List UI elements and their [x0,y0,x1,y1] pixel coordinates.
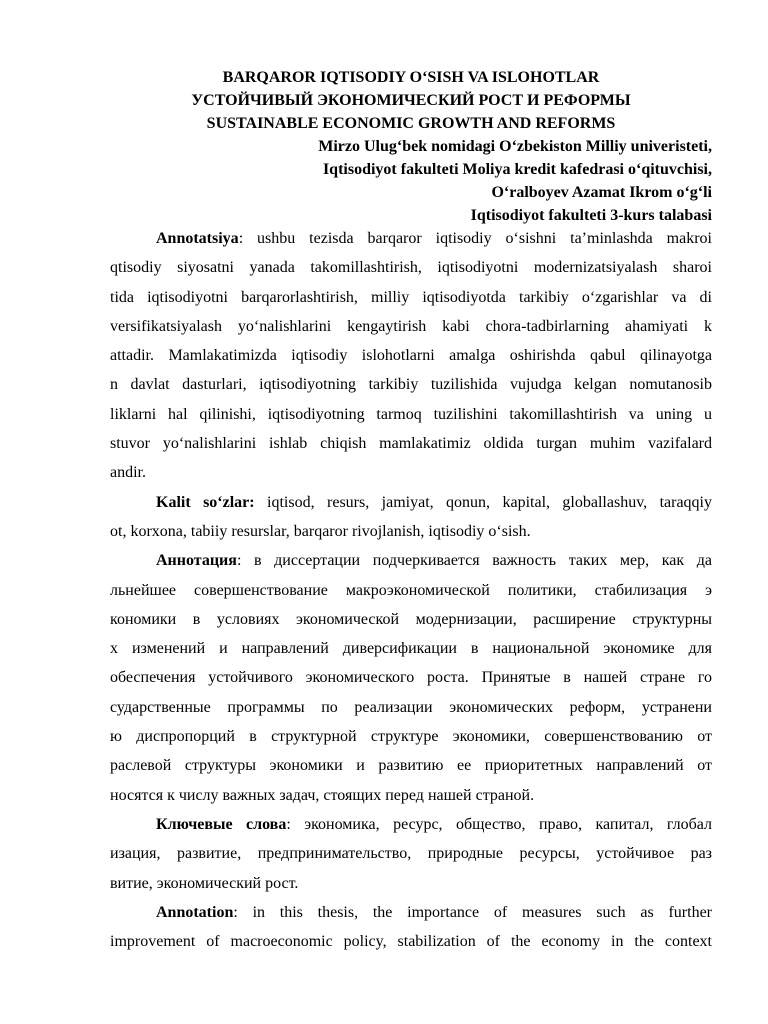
paragraph-line: сударственные программы по реализации экономических реформ, устранени [110,698,712,716]
paragraph-line: ю диспропорций в структурной структуре экономики, совершенствованию от [110,728,712,746]
paragraph-line: Annotatsiya: ushbu tezisda barqaror iqtisodiy o‘sishni ta’minlashda makroi [156,230,712,247]
keywords-russian-label: Ключевые слова [156,815,287,833]
author-status: Iqtisodiyot fakulteti 3-kurs talabasi [470,207,712,224]
paragraph-line: Kalit so‘zlar: iqtisod, resurs, jamiyat, qonun, kapital, globallashuv, taraqqiy [156,493,712,511]
paragraph-line: qtisodiy siyosatni yanada takomillashtirish, iqtisodiyotni modernizatsiyalash sharoi [110,259,712,277]
paragraph-line: n davlat dasturlari, iqtisodiyotning tarkibiy tuzilishida vujudga kelgan nomutanosib [110,376,712,394]
paragraph-line: обеспечения устойчивого экономического роста. Принятые в нашей стране го [110,669,712,687]
title-russian: УСТОЙЧИВЫЙ ЭКОНОМИЧЕСКИЙ РОСТ И РЕФОРМЫ [191,92,631,109]
paragraph-line: кономики в условиях экономической модернизации, расширение структурны [110,610,712,628]
paragraph-line: Аннотация: в диссертации подчеркивается важность таких мер, как да [156,552,712,570]
annotation-russian-paragraph [110,546,712,810]
paragraph-line: stuvor yo‘nalishlarini ishlab chiqish mamlakatimiz oldida turgan muhim vazifalard [110,435,712,453]
paragraph-line: andir. [110,464,146,482]
paragraph-line: раслевой структуры экономики и развитию ее приоритетных направлений от [110,757,712,775]
annotation-english-paragraph [110,898,712,957]
document-page [110,66,712,956]
annotation-uzbek-paragraph [110,224,712,488]
paragraph-line: tida iqtisodiyotni barqarorlashtirish, milliy iqtisodiyotda tarkibiy o‘zgarishlar va di [110,288,712,306]
annotation-russian-label: Аннотация [156,552,237,570]
title-english: SUSTAINABLE ECONOMIC GROWTH AND REFORMS [206,115,616,132]
title-uzbek: BARQAROR IQTISODIY O‘SISH VA ISLOHOTLAR [222,69,600,86]
paragraph-line: Annotation: in this thesis, the importance of measures such as further [156,903,712,921]
paragraph-line: витие, экономический рост. [110,874,299,892]
paragraph-line: Ключевые слова: экономика, ресурс, общество, право, капитал, глобал [156,815,713,833]
keywords-russian-paragraph [110,810,712,898]
author-affiliation-department: Iqtisodiyot fakulteti Moliya kredit kafedrasi o‘qituvchisi, [322,161,712,178]
paragraph-line: носятся к числу важных задач, стоящих перед нашей страной. [110,786,535,804]
annotation-uzbek-label: Annotatsiya [156,230,239,247]
keywords-uzbek-paragraph [110,488,712,547]
author-affiliation-university: Mirzo Ulug‘bek nomidagi O‘zbekiston Milliy univeristeti, [318,138,712,155]
paragraph-line: liklarni hal qilinishi, iqtisodiyotning tarmoq tuzilishini takomillashtirish va uning u [110,405,712,423]
paragraph-line: attadir. Mamlakatimizda iqtisodiy islohotlarni amalga oshirishda qabul qilinayotga [110,347,712,365]
annotation-english-label: Annotation [156,903,234,921]
paragraph-line: ot, korxona, tabiiy resurslar, barqaror rivojlanish, iqtisodiy o‘sish. [110,522,531,540]
paragraph-line: изация, развитие, предпринимательство, природные ресурсы, устойчивое раз [110,845,712,863]
keywords-uzbek-label: Kalit so‘zlar: [156,493,255,511]
paragraph-line: improvement of macroeconomic policy, stabilization of the economy in the context [110,933,712,951]
paragraph-line: х изменений и направлений диверсификации в национальной экономике для [110,640,712,658]
paragraph-line: versifikatsiyalash yo‘nalishlarini kengaytirish kabi chora-tadbirlarning ahamiyati k [110,317,712,335]
paragraph-line: льнейшее совершенствование макроэкономической политики, стабилизация э [110,581,712,599]
author-name: O‘ralboyev Azamat Ikrom o‘g‘li [491,184,712,201]
